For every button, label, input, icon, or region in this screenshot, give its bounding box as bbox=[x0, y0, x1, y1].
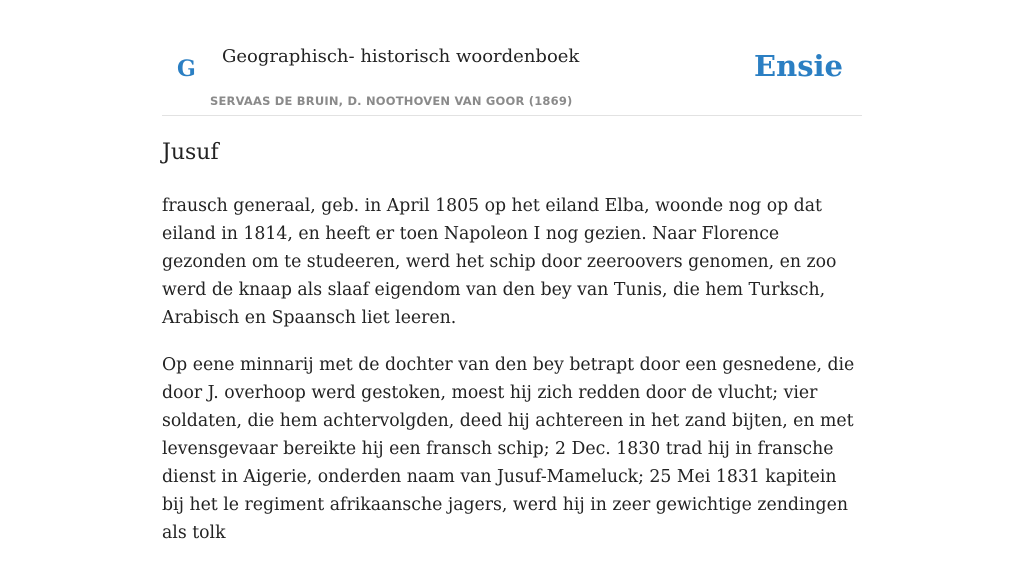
brand-logo-link[interactable]: Ensie bbox=[754, 49, 843, 83]
book-authors: SERVAAS DE BRUIN, D. NOOTHOVEN VAN GOOR (1869) bbox=[210, 94, 573, 108]
book-header bbox=[162, 0, 862, 116]
entry-paragraph: frausch generaal, geb. in April 1805 op het eiland Elba, woonde nog op dat eiland in 1814, en heeft er toen Napoleon I nog gezien. Naar Florence gezonden om te studeeren, werd het schip door zeeroovers genomen, en zoo werd de knaap als slaaf eigendom van den bey van Tunis, die hem Turksch, Arabisch en Spaansch liet leeren. bbox=[162, 196, 837, 328]
entry-title: Jusuf bbox=[162, 140, 219, 165]
entry-body bbox=[162, 192, 862, 566]
page bbox=[162, 0, 862, 543]
entry-paragraph: Op eene minnarij met de dochter van den bey betrapt door een gesnedene, die door J. overhoop werd gestoken, moest hij zich redden door de vlucht; vier soldaten, die hem achtervolgden, deed hij achtereen in het zand bijten, en met levensgevaar bereikte hij een fransch schip; 2 Dec. 1830 trad hij in fransche dienst in Aigerie, onderden naam van Jusuf-Mameluck; 25 Mei 1831 kapitein bij het le regiment afrikaansche jagers, werd hij in zeer gewichtige zendingen als tolk bbox=[162, 355, 855, 543]
book-title[interactable]: Geographisch- historisch woordenboek bbox=[222, 46, 580, 67]
book-logo-icon[interactable]: G bbox=[177, 56, 196, 82]
